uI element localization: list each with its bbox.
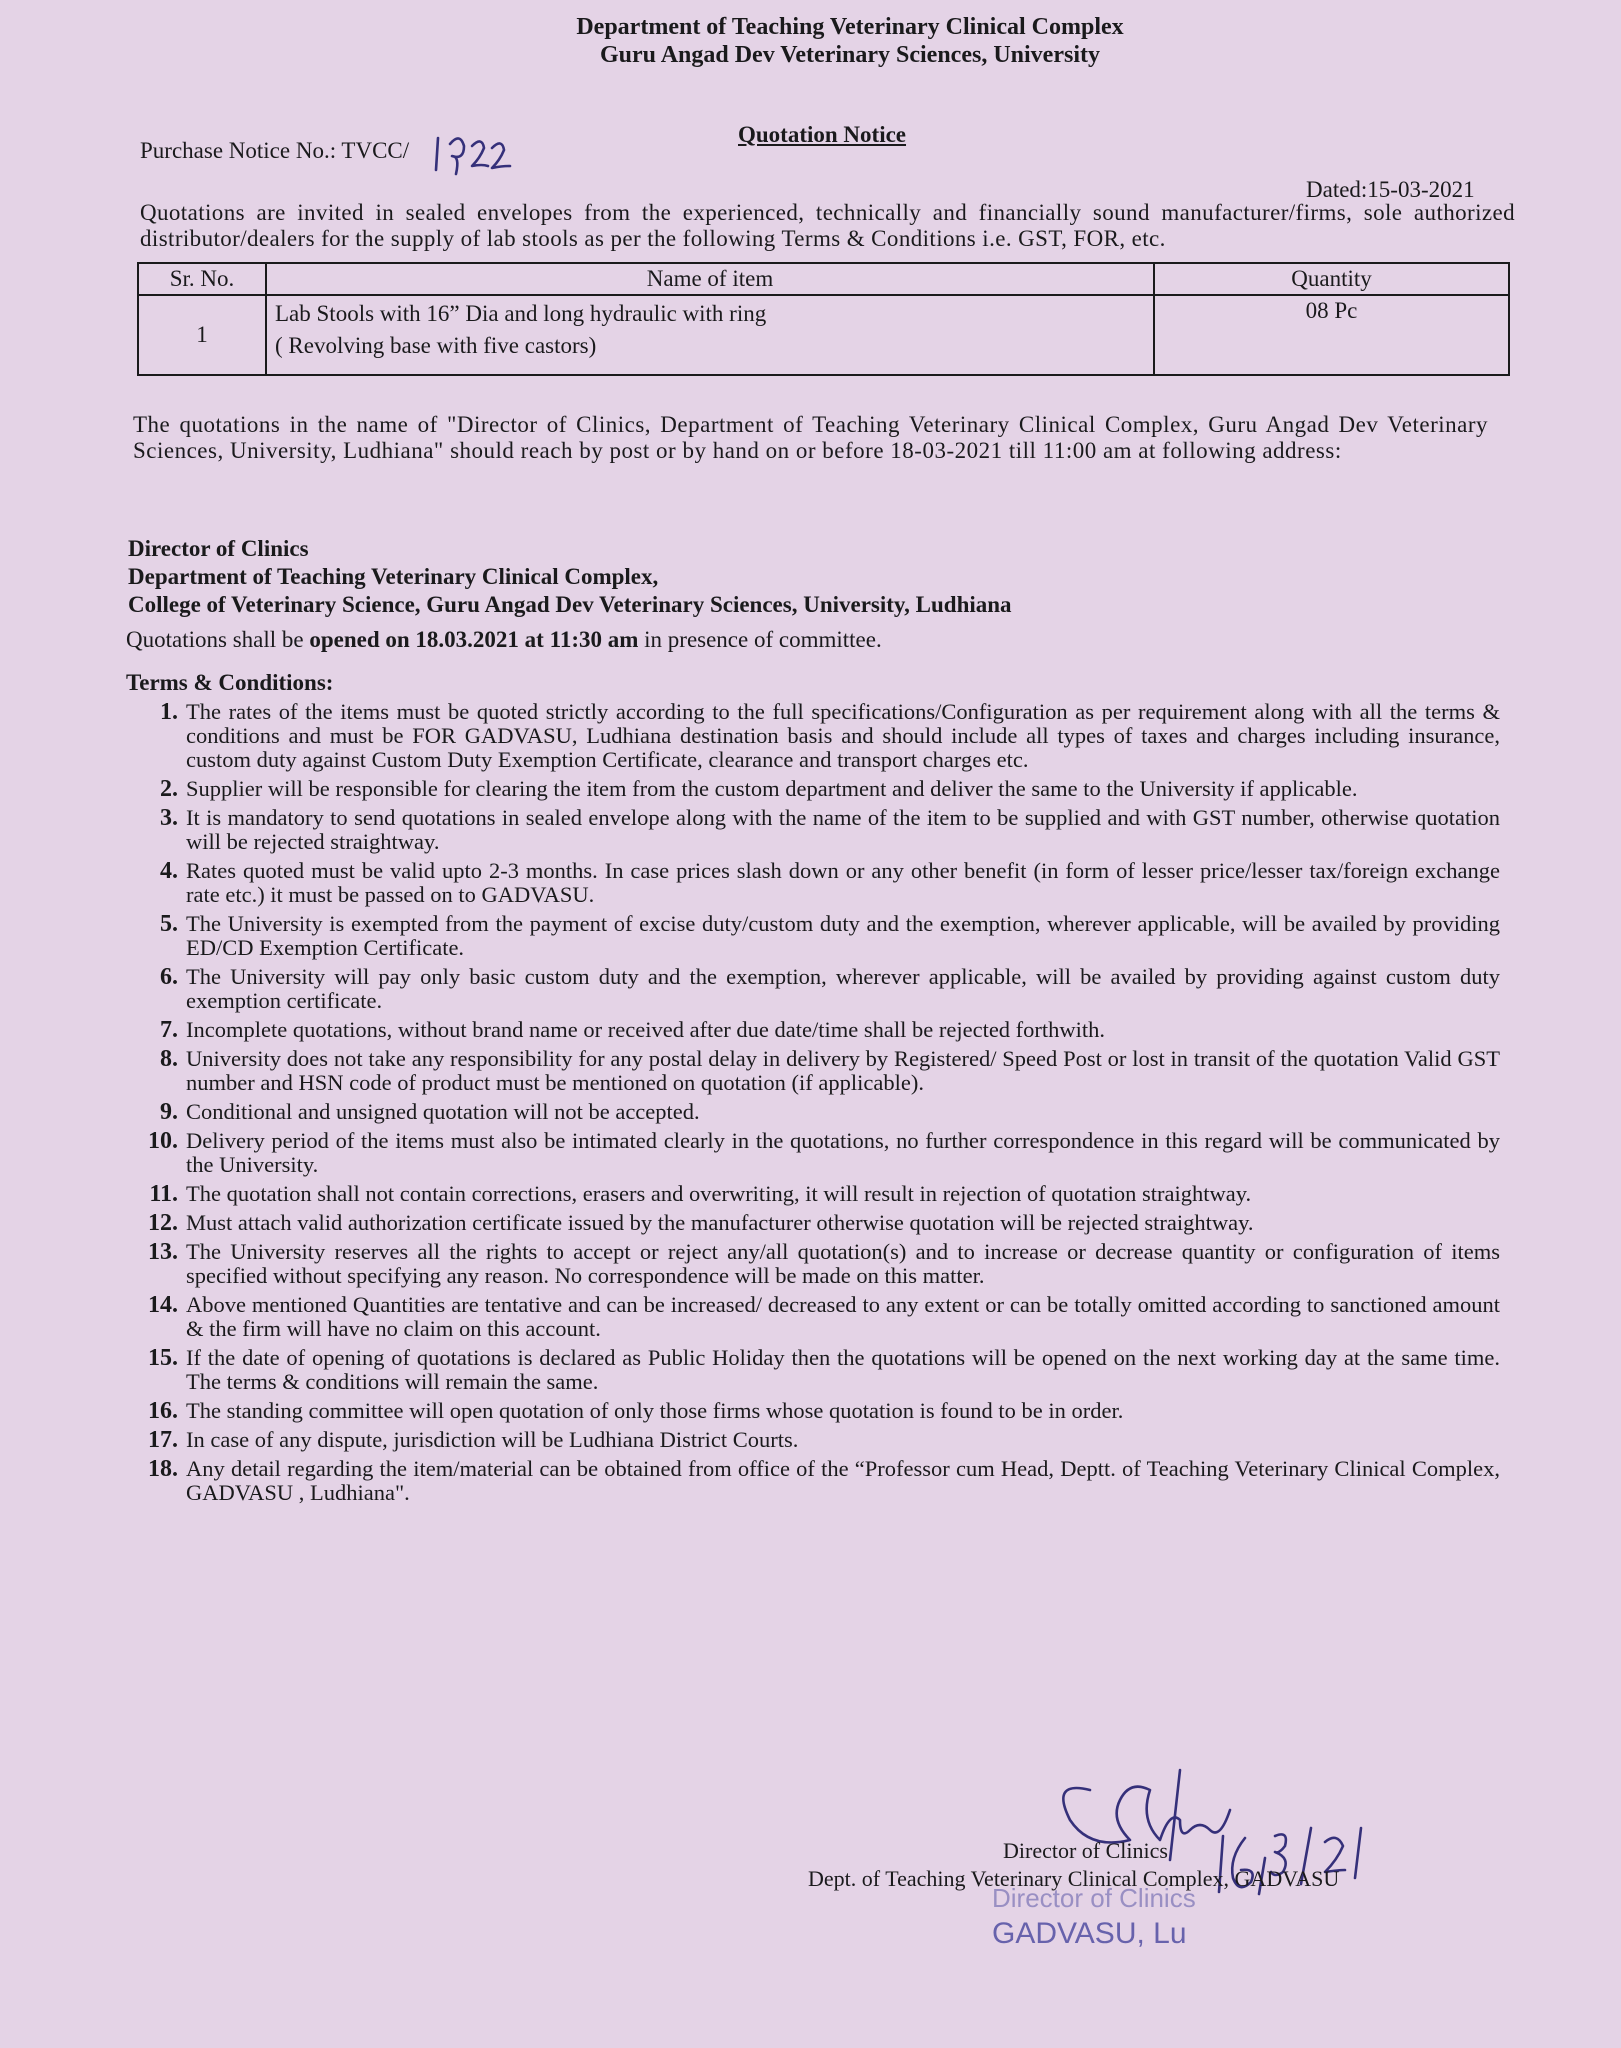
list-item bbox=[100, 1399, 1500, 1423]
intro-paragraph: Quotations are invited in sealed envelopes from the experienced, technically and financially sound manufacturer/firms, sole authorized distributor/dealers for the supply of lab stools as per the following Terms & Conditions i.e. GST, FOR, etc. bbox=[140, 200, 1515, 251]
term-number: 7. bbox=[160, 1017, 178, 1043]
term-text: Must attach valid authorization certificate issued by the manufacturer otherwise quotation will be rejected straightway. bbox=[186, 1210, 1254, 1235]
terms-list bbox=[100, 700, 1500, 1510]
term-text: The University is exempted from the payment of excise duty/custom duty and the exemption, wherever applicable, will be availed by providing ED/CD Exemption Certificate. bbox=[186, 911, 1500, 960]
term-text: It is mandatory to send quotations in sealed envelope along with the name of the item to be supplied and with GST number, otherwise quotation will be rejected straightway. bbox=[186, 805, 1500, 854]
list-item bbox=[100, 1211, 1500, 1235]
term-number: 3. bbox=[160, 805, 178, 831]
header-sr-no: Sr. No. bbox=[138, 263, 266, 295]
dated: Dated:15-03-2021 bbox=[1306, 177, 1475, 202]
term-text: Any detail regarding the item/material can be obtained from office of the “Professor cum Head, Deptt. of Teaching Veterinary Clinical Complex, GADVASU , Ludhiana". bbox=[186, 1456, 1500, 1505]
list-item bbox=[100, 1018, 1500, 1042]
submission-paragraph: The quotations in the name of "Director of Clinics, Department of Teaching Veterinary Clinical Complex, Guru Angad Dev Veterinary Sciences, University, Ludhiana" should reach by post or by hand on or before 18-03-2021 till 11:00 am at following address: bbox=[133, 412, 1488, 463]
term-text: Delivery period of the items must also be intimated clearly in the quotations, no further correspondence in this regard will be communicated by the University. bbox=[186, 1128, 1500, 1177]
list-item bbox=[100, 1428, 1500, 1452]
purchase-notice-label: Purchase Notice No.: TVCC/ bbox=[140, 138, 410, 163]
list-item bbox=[100, 777, 1500, 801]
term-number: 18. bbox=[148, 1456, 178, 1482]
item-table bbox=[137, 262, 1510, 376]
term-text: The quotation shall not contain corrections, erasers and overwriting, it will result in rejection of quotation straightway. bbox=[186, 1181, 1252, 1206]
term-text: Supplier will be responsible for clearing the item from the custom department and deliver the same to the University if applicable. bbox=[186, 776, 1358, 801]
item-table-header-row bbox=[138, 263, 1509, 295]
term-number: 14. bbox=[148, 1292, 178, 1318]
office-stamp bbox=[992, 1880, 1196, 1952]
term-number: 11. bbox=[149, 1181, 178, 1207]
term-text: The rates of the items must be quoted strictly according to the full specifications/Configuration as per requirement along with all the terms & conditions and must be FOR GADVASU, Ludhiana destination basis and should include all types of taxes and charges including insurance, custom duty against Custom Duty Exemption Certificate, clearance and transport charges etc. bbox=[186, 699, 1500, 772]
opening-prefix: Quotations shall be bbox=[126, 627, 310, 652]
opening-suffix: in presence of committee. bbox=[638, 627, 882, 652]
term-text: In case of any dispute, jurisdiction will be Ludhiana District Courts. bbox=[186, 1427, 799, 1452]
address-line1: Director of Clinics bbox=[128, 536, 309, 561]
term-number: 4. bbox=[160, 858, 178, 884]
terms-heading: Terms & Conditions: bbox=[126, 670, 334, 695]
term-text: The University will pay only basic custom duty and the exemption, wherever applicable, will be availed by providing against custom duty exemption certificate. bbox=[186, 964, 1500, 1013]
term-number: 12. bbox=[148, 1210, 178, 1236]
signatory-title: Director of Clinics bbox=[1003, 1838, 1168, 1863]
address-block bbox=[128, 535, 1012, 619]
list-item bbox=[100, 1047, 1500, 1095]
term-text: Conditional and unsigned quotation will not be accepted. bbox=[186, 1099, 700, 1124]
term-number: 10. bbox=[148, 1128, 178, 1154]
term-number: 8. bbox=[160, 1046, 178, 1072]
term-text: Incomplete quotations, without brand name or received after due date/time shall be rejected forthwith. bbox=[186, 1017, 1106, 1042]
list-item bbox=[100, 1293, 1500, 1341]
term-number: 16. bbox=[148, 1398, 178, 1424]
notice-title: Quotation Notice bbox=[738, 122, 907, 147]
list-item bbox=[100, 1457, 1500, 1505]
term-text: Above mentioned Quantities are tentative and can be increased/ decreased to any extent or can be totally omitted according to sanctioned amount & the firm will have no claim on this account. bbox=[186, 1292, 1500, 1341]
term-number: 5. bbox=[160, 911, 178, 937]
term-number: 9. bbox=[160, 1099, 178, 1125]
term-number: 17. bbox=[148, 1427, 178, 1453]
item-name-line1: Lab Stools with 16” Dia and long hydraulic with ring bbox=[275, 301, 767, 326]
list-item bbox=[100, 1182, 1500, 1206]
address-line2: Department of Teaching Veterinary Clinical Complex, bbox=[128, 564, 659, 589]
header-item-name: Name of item bbox=[266, 263, 1154, 295]
header-quantity: Quantity bbox=[1154, 263, 1509, 295]
term-text: Rates quoted must be valid upto 2-3 months. In case prices slash down or any other benefit (in form of lesser price/lesser tax/foreign exchange rate etc.) it must be passed on to GADVASU. bbox=[186, 858, 1500, 907]
list-item bbox=[100, 1346, 1500, 1394]
item-name-line2: ( Revolving base with five castors) bbox=[275, 333, 597, 358]
header-department: Department of Teaching Veterinary Clinical Complex bbox=[576, 14, 1124, 40]
opening-line bbox=[126, 627, 882, 653]
list-item bbox=[100, 912, 1500, 960]
list-item bbox=[100, 965, 1500, 1013]
list-item bbox=[100, 1129, 1500, 1177]
list-item bbox=[100, 700, 1500, 772]
term-number: 2. bbox=[160, 776, 178, 802]
stamp-line1: Director of Clinics bbox=[992, 1883, 1196, 1913]
table-row bbox=[138, 295, 1509, 375]
term-text: The standing committee will open quotation of only those firms whose quotation is found to be in order. bbox=[186, 1398, 1124, 1423]
header-university: Guru Angad Dev Veterinary Sciences, University bbox=[600, 42, 1100, 68]
opening-date: opened on 18.03.2021 at 11:30 am bbox=[309, 627, 639, 652]
handwritten-notice-number bbox=[428, 128, 528, 178]
term-number: 13. bbox=[148, 1239, 178, 1265]
signatory-department: Dept. of Teaching Veterinary Clinical Complex, GADVASU bbox=[808, 1866, 1340, 1891]
row-quantity: 08 Pc bbox=[1154, 295, 1509, 375]
address-line3: College of Veterinary Science, Guru Angad Dev Veterinary Sciences, University, Ludhiana bbox=[128, 592, 1012, 617]
stamp-line2: GADVASU, Lu bbox=[992, 1917, 1187, 1950]
term-number: 15. bbox=[148, 1345, 178, 1371]
list-item bbox=[100, 1100, 1500, 1124]
term-number: 1. bbox=[160, 699, 178, 725]
term-text: If the date of opening of quotations is declared as Public Holiday then the quotations will be opened on the next working day at the same time. The terms & conditions will remain the same. bbox=[186, 1345, 1500, 1394]
list-item bbox=[100, 859, 1500, 907]
row-sr-no: 1 bbox=[138, 295, 266, 375]
list-item bbox=[100, 806, 1500, 854]
row-item-name bbox=[266, 295, 1154, 375]
list-item bbox=[100, 1240, 1500, 1288]
term-text: University does not take any responsibility for any postal delay in delivery by Registered/ Speed Post or lost in transit of the quotation Valid GST number and HSN code of product must be mentioned on quotation (if applicable). bbox=[186, 1046, 1500, 1095]
term-text: The University reserves all the rights to accept or reject any/all quotation(s) and to increase or decrease quantity or configuration of items specified without specifying any reason. No correspondence will be made on this matter. bbox=[186, 1239, 1500, 1288]
term-number: 6. bbox=[160, 964, 178, 990]
